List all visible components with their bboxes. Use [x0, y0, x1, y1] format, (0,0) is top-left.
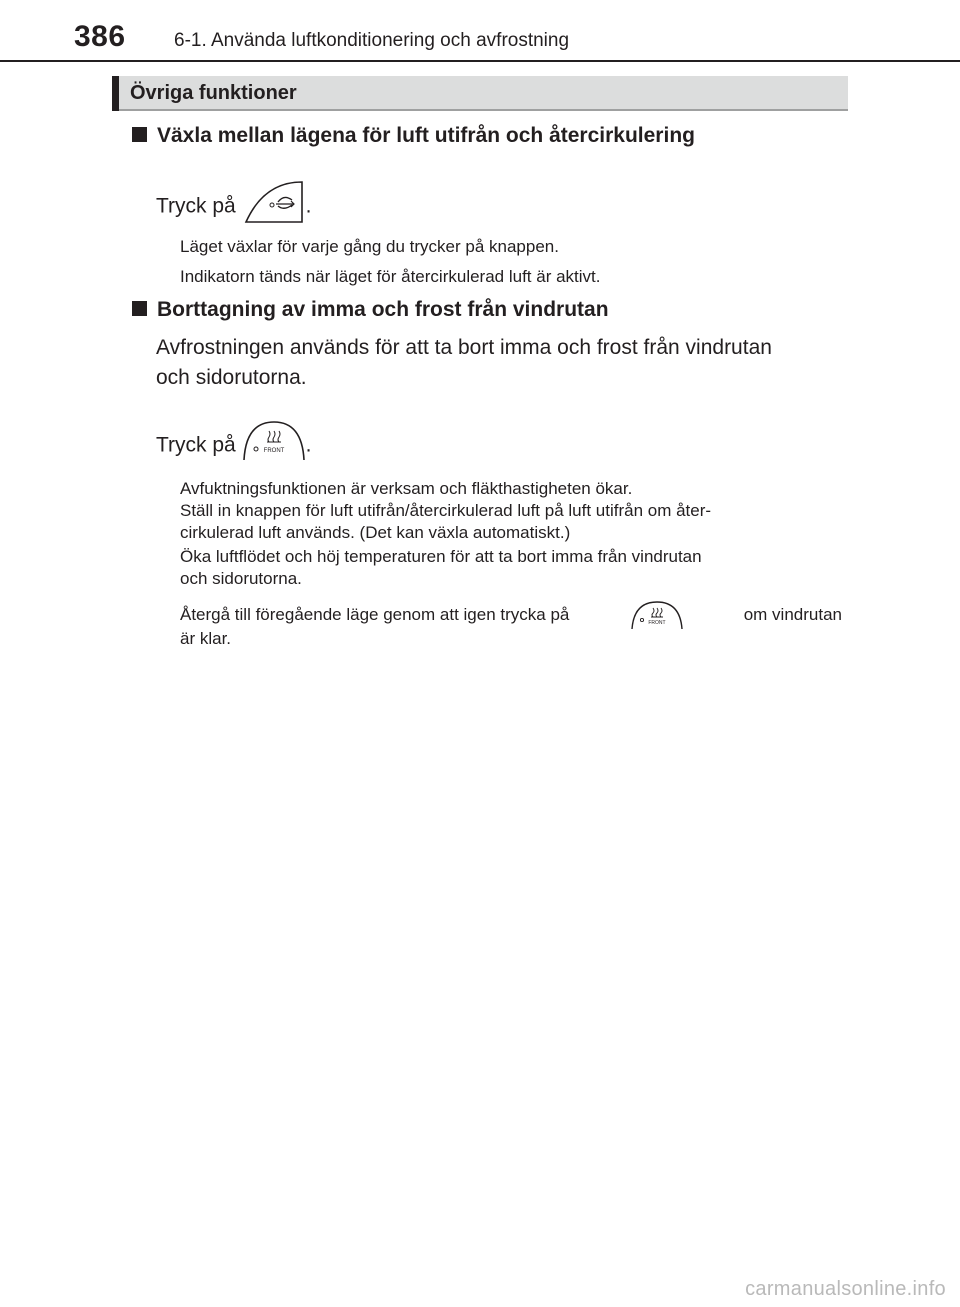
page-header	[0, 0, 960, 62]
defrost-press-line	[156, 424, 311, 468]
defrost-note-line-5: och sidorutorna.	[180, 569, 302, 588]
defrost-heading	[132, 298, 609, 322]
defrost-intro-line-1: Avfrostningen används för att ta bort imma och frost från vindrutan	[156, 336, 772, 359]
defrost-note-line-1: Avfuktningsfunktionen är verksam och fläkthastigheten ökar.	[180, 479, 633, 498]
front-defroster-button-icon	[242, 418, 306, 462]
recirc-heading	[132, 124, 695, 148]
front-button-label-inline: FRONT	[647, 620, 666, 626]
section-header	[112, 76, 848, 111]
defrost-press-suffix: .	[305, 433, 312, 457]
watermark: carmanualsonline.info	[745, 1278, 946, 1300]
front-button-label: FRONT	[263, 448, 284, 454]
defrost-intro-line-2: och sidorutorna.	[156, 366, 307, 389]
front-defroster-button-icon-inline	[630, 600, 684, 630]
defrost-return-suffix: om vindrutan	[743, 605, 842, 624]
recirc-note-2: Indikatorn tänds när läget för återcirkulerad luft är aktivt.	[180, 267, 601, 286]
defrost-return-line	[180, 600, 842, 630]
section-title: Övriga funktioner	[130, 82, 297, 104]
header-rule	[0, 60, 960, 62]
recirc-press-prefix: Tryck på	[156, 194, 236, 218]
defrost-note-line-2: Ställ in knappen för luft utifrån/återcirkulerad luft på luft utifrån om åter-	[180, 501, 712, 520]
defrost-return-prefix: Återgå till föregående läge genom att igen trycka på	[180, 605, 570, 624]
recirc-note-1: Läget växlar för varje gång du trycker på knappen.	[180, 237, 559, 256]
defrost-return-line-2: är klar.	[180, 629, 232, 648]
recirculation-button-icon	[242, 178, 306, 224]
recirc-press-suffix: .	[305, 194, 312, 218]
square-bullet-icon	[132, 301, 147, 316]
defrost-note-line-4: Öka luftflödet och höj temperaturen för att ta bort imma från vindrutan	[180, 547, 702, 566]
square-bullet-icon	[132, 127, 147, 142]
chapter-title: 6-1. Använda luftkonditionering och avfrostning	[174, 30, 570, 51]
section-accent-bar	[112, 76, 119, 111]
page-number: 386	[74, 20, 126, 53]
recirc-heading-text: Växla mellan lägena för luft utifrån och återcirkulering	[157, 124, 695, 147]
defrost-note-line-3: cirkulerad luft används. (Det kan växla automatiskt.)	[180, 523, 571, 542]
defrost-heading-text: Borttagning av imma och frost från vindrutan	[157, 298, 609, 321]
defrost-press-prefix: Tryck på	[156, 433, 236, 457]
recirc-press-line	[156, 184, 311, 230]
